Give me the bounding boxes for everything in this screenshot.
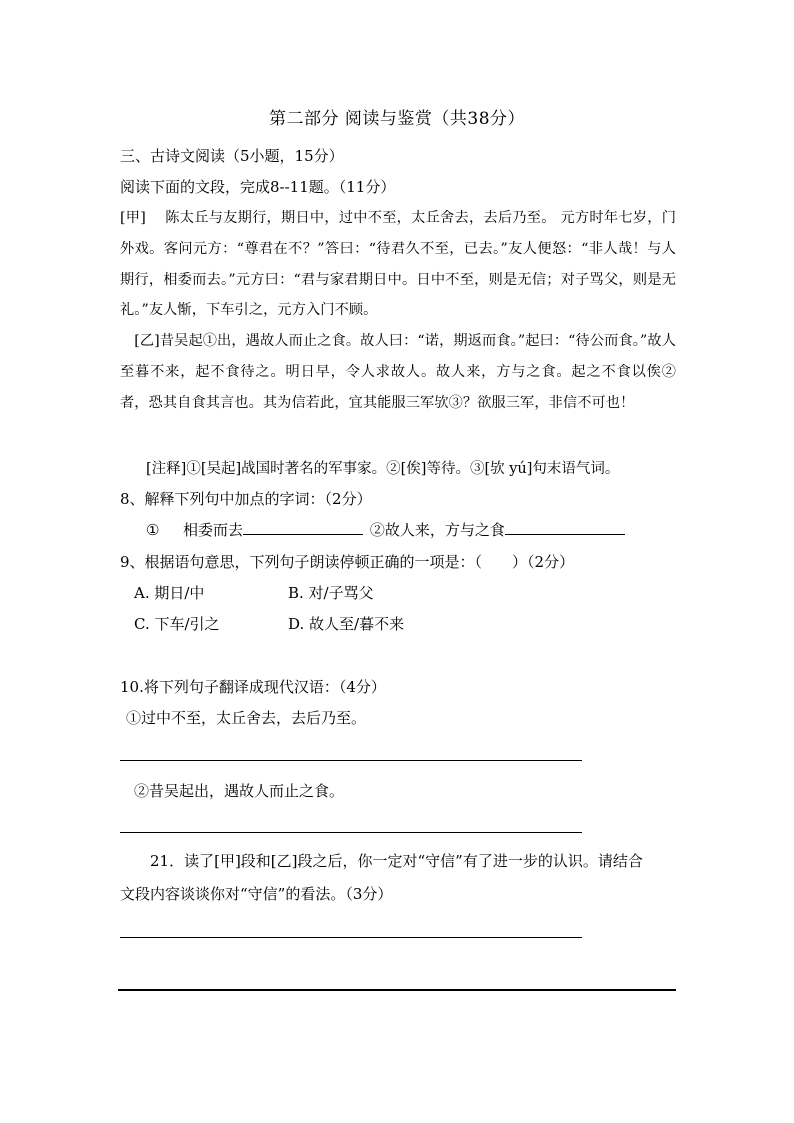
q8-item1-text: 相委而去 (183, 521, 244, 539)
q21-answer-line[interactable] (120, 937, 582, 938)
q10-item2: ②昔吴起出，遇故人而止之食。 (134, 782, 345, 800)
q21-line-1: 21．读了[甲]段和[乙]段之后，你一定对“守信”有了进一步的认识。请结合 (150, 852, 643, 870)
q8-items (146, 519, 627, 540)
section-title: 第二部分 阅读与鉴赏（共38分） (268, 109, 526, 129)
part-heading: 三、古诗文阅读（5小题，15分） (120, 147, 344, 165)
q8-answer-blank-2[interactable] (505, 520, 625, 535)
passage-jia: [甲] 陈太丘与友期行，期日中，过中不至，太丘舍去，去后乃至。 元方时年七岁，门外戏。客问元方：“尊君在不？”答曰：“待君久不至，已去。”友人便怒：“非人哉！与人期行，相委而去。”元方曰：“君与家君期日中。日中不至，则是无信；对子骂父，则是无礼。”友人惭，下车引之，元方入门不顾。 (120, 210, 676, 319)
q10-stem: 10.将下列句子翻译成现代汉语：（4分） (120, 678, 386, 696)
q9-stem: 9、根据语句意思，下列句子朗读停顿正确的一项是：（ ）（2分） (120, 553, 575, 571)
q21-question (120, 845, 676, 911)
annotation-note: [注释]①[吴起]战国时著名的军事家。②[俟]等待。③[欤 yú]句末语气词。 (146, 461, 620, 477)
q8-answer-blank-1[interactable] (243, 520, 363, 535)
classical-passage (120, 203, 676, 419)
q8-item2-text: ②故人来，方与之食 (369, 521, 505, 539)
passage-yi: [乙]昔吴起①出，遇故人而止之食。故人曰：“诺，期返而食。”起曰：“待公而食。”故人至暮不来，起不食待之。明日早，令人求故人。故人来，方与之食。起之不食以俟②者，恐其自食其言也。其为信若此，宜其能服三军欤③？欲服三军，非信不可也！ (120, 333, 676, 411)
q9-option-c[interactable]: C. 下车/引之 (134, 615, 220, 633)
q10-answer-line-1[interactable] (120, 760, 582, 761)
q8-item1-number: ① (146, 521, 160, 539)
q8-stem: 8、解释下列句中加点的字词：（2分） (120, 490, 372, 508)
instruction-text: 阅读下面的文段，完成8--11题。（11分） (120, 178, 396, 196)
q9-option-d[interactable]: D. 故人至/暮不来 (288, 615, 405, 633)
q9-option-a[interactable]: A. 期日/中 (134, 584, 205, 602)
q10-item1: ①过中不至，太丘舍去，去后乃至。 (126, 709, 367, 727)
bottom-divider (118, 989, 676, 991)
q10-answer-line-2[interactable] (120, 832, 582, 833)
q9-option-b[interactable]: B. 对/子骂父 (288, 584, 374, 602)
q21-line-2: 文段内容谈谈你对“守信”的看法。（3分） (120, 885, 393, 903)
